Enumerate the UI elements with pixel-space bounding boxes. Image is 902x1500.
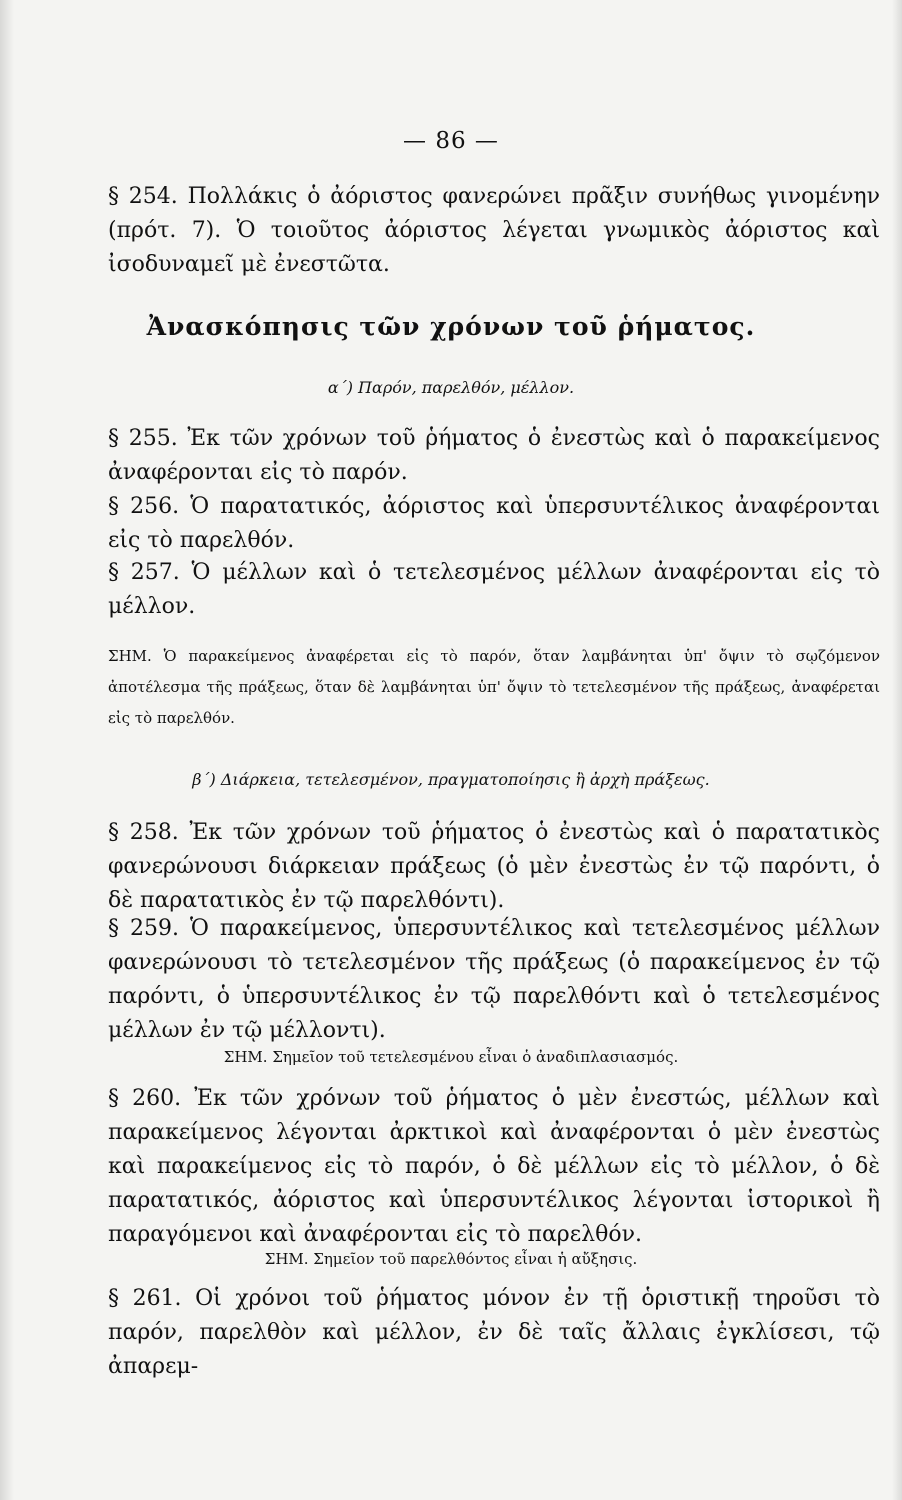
note-1: ΣΗΜ. Ὁ παρακείμενος ἀναφέρεται εἰς τὸ παρόν, ὅταν λαμβάνηται ὑπ' ὄψιν τὸ σῳζόμενον ἀποτέλεσμα τῆς πράξεως, ὅταν δὲ λαμβάνηται ὑπ' ὄψιν τὸ τετελεσμένον τῆς πράξεως, ἀναφέρεται εἰς τὸ παρελθόν.	[108, 647, 880, 727]
paragraph-256: § 256. Ὁ παρατατικός, ἀόριστος καὶ ὑπερσυντέλικος ἀναφέρονται εἰς τὸ παρελθόν.	[108, 494, 880, 553]
paragraph-257: § 257. Ὁ μέλλων καὶ ὁ τετελεσμένος μέλλων ἀναφέρονται εἰς τὸ μέλλον.	[108, 560, 880, 619]
subheading-a: α΄) Παρόν, παρελθόν, μέλλον.	[327, 378, 575, 397]
page-number: — 86 —	[403, 128, 499, 154]
paragraph-258: § 258. Ἐκ τῶν χρόνων τοῦ ῥήματος ὁ ἐνεστὼς καὶ ὁ παρατατικὸς φανερώνουσι διάρκειαν πράξεως (ὁ μὲν ἐνεστὼς ἐν τῷ παρόντι, ὁ δὲ παρατατικὸς ἐν τῷ παρελθόντι).	[108, 820, 880, 913]
note-3: ΣΗΜ. Σημεῖον τοῦ παρελθόντος εἶναι ἡ αὔξησις.	[264, 1250, 638, 1268]
subheading-b: β΄) Διάρκεια, τετελεσμένον, πραγματοποίησις ἢ ἀρχὴ πράξεως.	[192, 770, 710, 789]
page-edge-right	[892, 0, 902, 1500]
paragraph-254: § 254. Πολλάκις ὁ ἀόριστος φανερώνει πρᾶξιν συνήθως γινομένην (πρότ. 7). Ὁ τοιοῦτος ἀόριστος λέγεται γνωμικὸς ἀόριστος καὶ ἰσοδυναμεῖ μὲ ἐνεστῶτα.	[108, 184, 880, 277]
note-2: ΣΗΜ. Σημεῖον τοῦ τετελεσμένου εἶναι ὁ ἀναδιπλασιασμός.	[223, 1048, 679, 1066]
paragraph-255: § 255. Ἐκ τῶν χρόνων τοῦ ῥήματος ὁ ἐνεστὼς καὶ ὁ παρακείμενος ἀναφέρονται εἰς τὸ παρόν.	[108, 426, 880, 485]
section-heading: Ἀνασκόπησις τῶν χρόνων τοῦ ῥήματος.	[146, 312, 756, 341]
paragraph-259: § 259. Ὁ παρακείμενος, ὑπερσυντέλικος καὶ τετελεσμένος μέλλων φανερώνουσι τὸ τετελεσμένον τῆς πράξεως (ὁ παρακείμενος ἐν τῷ παρόντι, ὁ ὑπερσυντέλικος ἐν τῷ παρελθόντι καὶ ὁ τετελεσμένος μέλλων ἐν τῷ μέλλοντι).	[108, 916, 880, 1043]
paragraph-261: § 261. Οἱ χρόνοι τοῦ ῥήματος μόνον ἐν τῇ ὁριστικῇ τηροῦσι τὸ παρόν, παρελθὸν καὶ μέλλον, ἐν δὲ ταῖς ἄλλαις ἐγκλίσεσι, τῷ ἀπαρεμ-	[108, 1286, 880, 1379]
page-edge-left	[0, 0, 14, 1500]
paragraph-260: § 260. Ἐκ τῶν χρόνων τοῦ ῥήματος ὁ μὲν ἐνεστώς, μέλλων καὶ παρακείμενος λέγονται ἀρκτικοὶ καὶ ἀναφέρονται ὁ μὲν ἐνεστὼς καὶ παρακείμενος εἰς τὸ παρόν, ὁ δὲ μέλλων εἰς τὸ μέλλον, ὁ δὲ παρατατικός, ἀόριστος καὶ ὑπερσυντέλικος λέγονται ἱστορικοὶ ἢ παραγόμενοι καὶ ἀναφέρονται εἰς τὸ παρελθόν.	[108, 1086, 880, 1247]
